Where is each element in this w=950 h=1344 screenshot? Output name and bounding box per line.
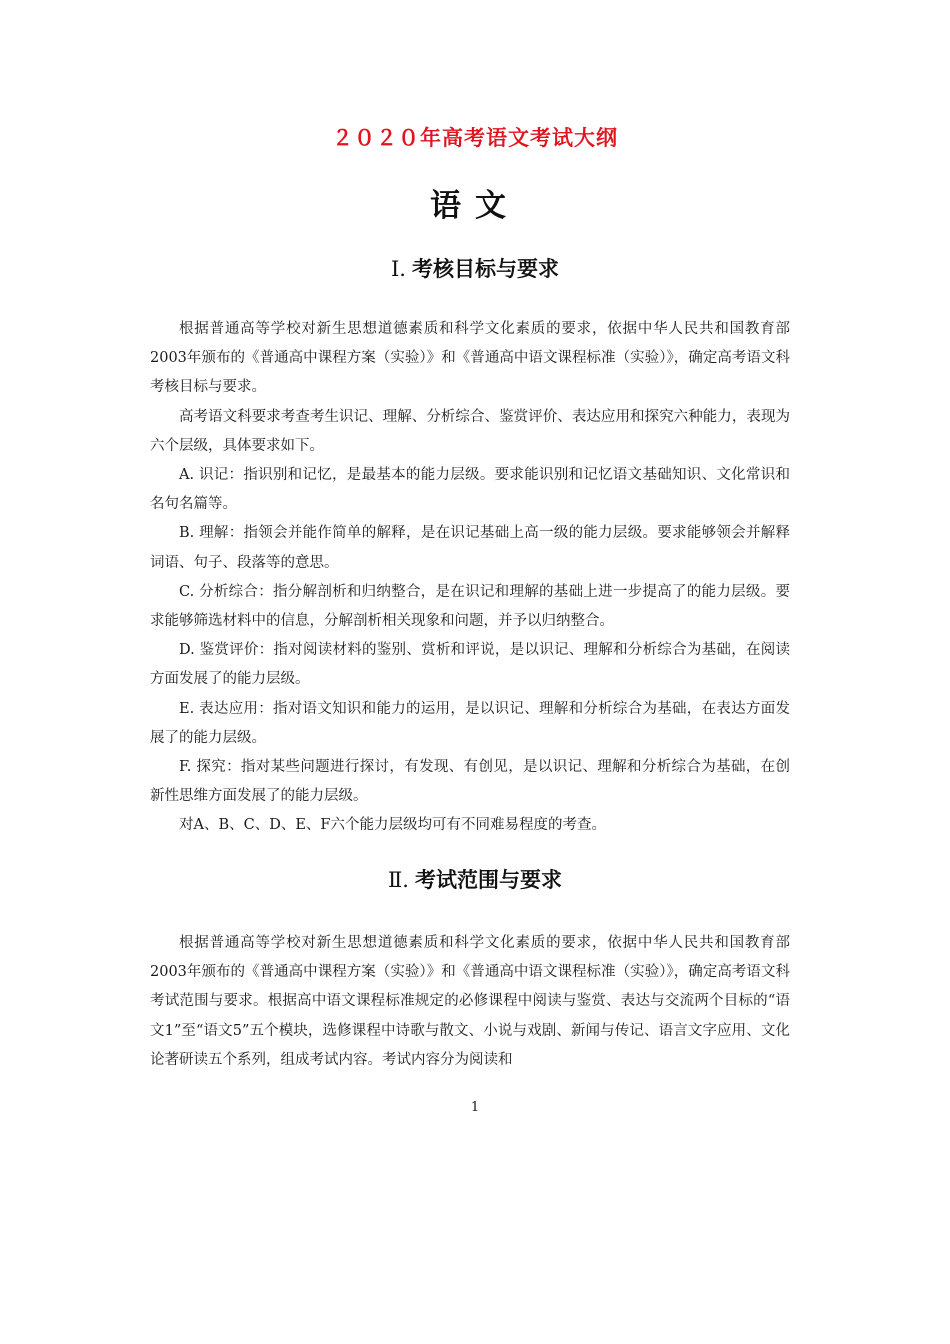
document-title: ２０２０年高考语文考试大纲 [332,126,618,150]
section-heading-2 [0,864,950,894]
section-number-2: Ⅱ. [388,868,409,892]
paragraph-level-e: E. 表达应用：指对语文知识和能力的运用，是以识记、理解和分析综合为基础，在表达方面发展了的能力层级。 [150,700,790,746]
section-body-1 [150,315,790,841]
paragraph: 高考语文科要求考查考生识记、理解、分析综合、鉴赏评价、表达应用和探究六种能力，表现为六个层级，具体要求如下。 [150,408,790,454]
paragraph-level-a: A. 识记：指识别和记忆，是最基本的能力层级。要求能识别和记忆语文基础知识、文化常识和名句名篇等。 [150,467,790,513]
paragraph-level-d: D. 鉴赏评价：指对阅读材料的鉴别、赏析和评说，是以识记、理解和分析综合为基础，在阅读方面发展了的能力层级。 [150,642,790,688]
paragraph-level-c: C. 分析综合：指分解剖析和归纳整合，是在识记和理解的基础上进一步提高了的能力层级。要求能够筛选材料中的信息，分解剖析相关现象和问题，并予以归纳整合。 [150,583,790,630]
section-number-1: Ⅰ. [391,257,406,281]
section-heading-1 [0,253,950,283]
paragraph: 根据普通高等学校对新生思想道德素质和科学文化素质的要求，依据中华人民共和国教育部2003年颁布的《普通高中课程方案（实验）》和《普通高中语文课程标准（实验）》，确定高考语文科考核目标与要求。 [150,321,790,396]
paragraph: 根据普通高等学校对新生思想道德素质和科学文化素质的要求，依据中华人民共和国教育部2003年颁布的《普通高中课程方案（实验）》和《普通高中语文课程标准（实验）》，确定高考语文科考试范围与要求。根据高中语文课程标准规定的必修课程中阅读与鉴赏、表达与交流两个目标的“语文1”至“语文5”五个模块，选修课程中诗歌与散文、小说与戏剧、新闻与传记、语言文字应用、文化论著研读五个系列，组成考试内容。考试内容分为阅读和 [150,935,790,1068]
paragraph: 对A、B、C、D、E、F六个能力层级均可有不同难易程度的考查。 [179,817,606,834]
subject-title: 语文 [430,188,520,224]
page-number: 1 [470,1100,480,1115]
paragraph-level-b: B. 理解：指领会并能作简单的解释，是在识记基础上高一级的能力层级。要求能够领会并解释词语、句子、段落等的意思。 [150,525,790,571]
section-title-1: 考核目标与要求 [411,257,559,281]
section-body-2 [150,929,790,1075]
section-title-2: 考试范围与要求 [414,868,562,892]
paragraph-level-f: F. 探究：指对某些问题进行探讨，有发现、有创见，是以识记、理解和分析综合为基础，在创新性思维方面发展了的能力层级。 [150,759,790,805]
